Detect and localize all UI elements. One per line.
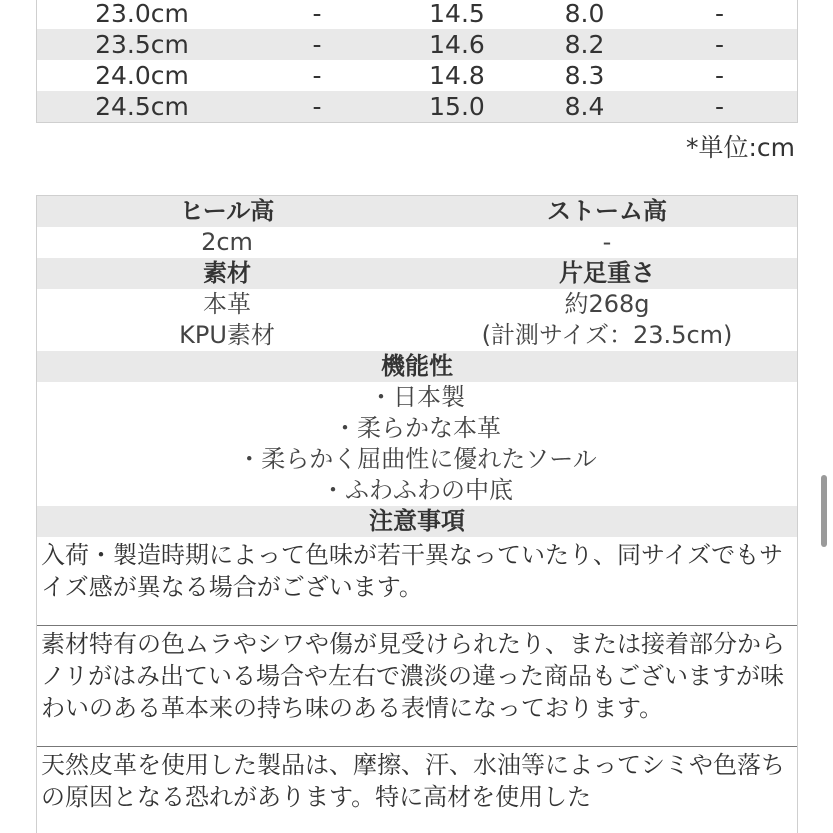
note-paragraph: 天然皮革を使用した製品は、摩擦、汗、水油等によってシミや色落ちの原因となる恐れがあります。特に高材を使用した xyxy=(41,751,785,811)
size-cell: 24.5cm xyxy=(95,92,189,121)
weight-measure-note: (計測サイズ：23.5cm) xyxy=(481,321,733,349)
material-header: 素材 xyxy=(203,259,251,287)
table-cell: 14.6 xyxy=(429,30,485,59)
notes-header: 注意事項 xyxy=(37,506,797,537)
table-cell: - xyxy=(312,0,322,28)
table-cell: 8.3 xyxy=(564,61,605,90)
spec-value-row xyxy=(37,320,797,351)
table-cell: 15.0 xyxy=(429,92,485,121)
table-cell: - xyxy=(312,92,322,121)
table-row xyxy=(37,91,797,122)
function-header: 機能性 xyxy=(37,351,797,382)
spec-table xyxy=(36,195,798,833)
feature-item: ・柔らかく屈曲性に優れたソール xyxy=(237,445,597,473)
table-cell: 14.5 xyxy=(429,0,485,28)
table-cell: 14.8 xyxy=(429,61,485,90)
spec-header-row xyxy=(37,196,797,227)
table-row xyxy=(37,60,797,91)
feature-item: ・ふわふわの中底 xyxy=(321,476,513,504)
table-cell: - xyxy=(714,61,725,90)
table-cell: - xyxy=(714,0,725,28)
storm-height-value: - xyxy=(602,228,612,256)
unit-note: *単位:cm xyxy=(685,133,795,162)
storm-height-header: ストーム高 xyxy=(547,197,667,225)
size-cell: 23.5cm xyxy=(95,30,189,59)
spec-header-row xyxy=(37,258,797,289)
material-value: 本革 xyxy=(203,290,251,318)
note-paragraph: 入荷・製造時期によって色味が若干異なっていたり、同サイズでもサイズ感が異なる場合がございます。 xyxy=(37,537,797,626)
table-row xyxy=(37,29,797,60)
scrollbar-thumb[interactable] xyxy=(821,475,827,547)
weight-value: 約268g xyxy=(564,290,650,318)
feature-item: ・柔らかな本革 xyxy=(333,414,501,442)
table-cell: - xyxy=(312,30,322,59)
heel-height-header: ヒール高 xyxy=(179,197,275,225)
table-cell: 8.0 xyxy=(564,0,605,28)
table-cell: 8.4 xyxy=(564,92,605,121)
table-cell: 8.2 xyxy=(564,30,605,59)
weight-header: 片足重さ xyxy=(559,259,655,287)
table-cell: - xyxy=(714,30,725,59)
spec-value-row xyxy=(37,227,797,258)
heel-height-value: 2cm xyxy=(201,228,253,256)
spec-value-row xyxy=(37,289,797,320)
size-cell: 24.0cm xyxy=(95,61,189,90)
material-value: KPU素材 xyxy=(179,321,275,349)
note-paragraph: 素材特有の色ムラやシワや傷が見受けられたり、または接着部分からノリがはみ出ている場合や左右で濃淡の違った商品もございますが味わいのある革本来の持ち味のある表情になっております。 xyxy=(37,626,797,747)
size-cell: 23.0cm xyxy=(95,0,189,28)
size-table xyxy=(36,0,798,123)
table-cell: - xyxy=(714,92,725,121)
feature-item: ・日本製 xyxy=(369,383,465,411)
table-row xyxy=(37,0,797,29)
table-cell: - xyxy=(312,61,322,90)
